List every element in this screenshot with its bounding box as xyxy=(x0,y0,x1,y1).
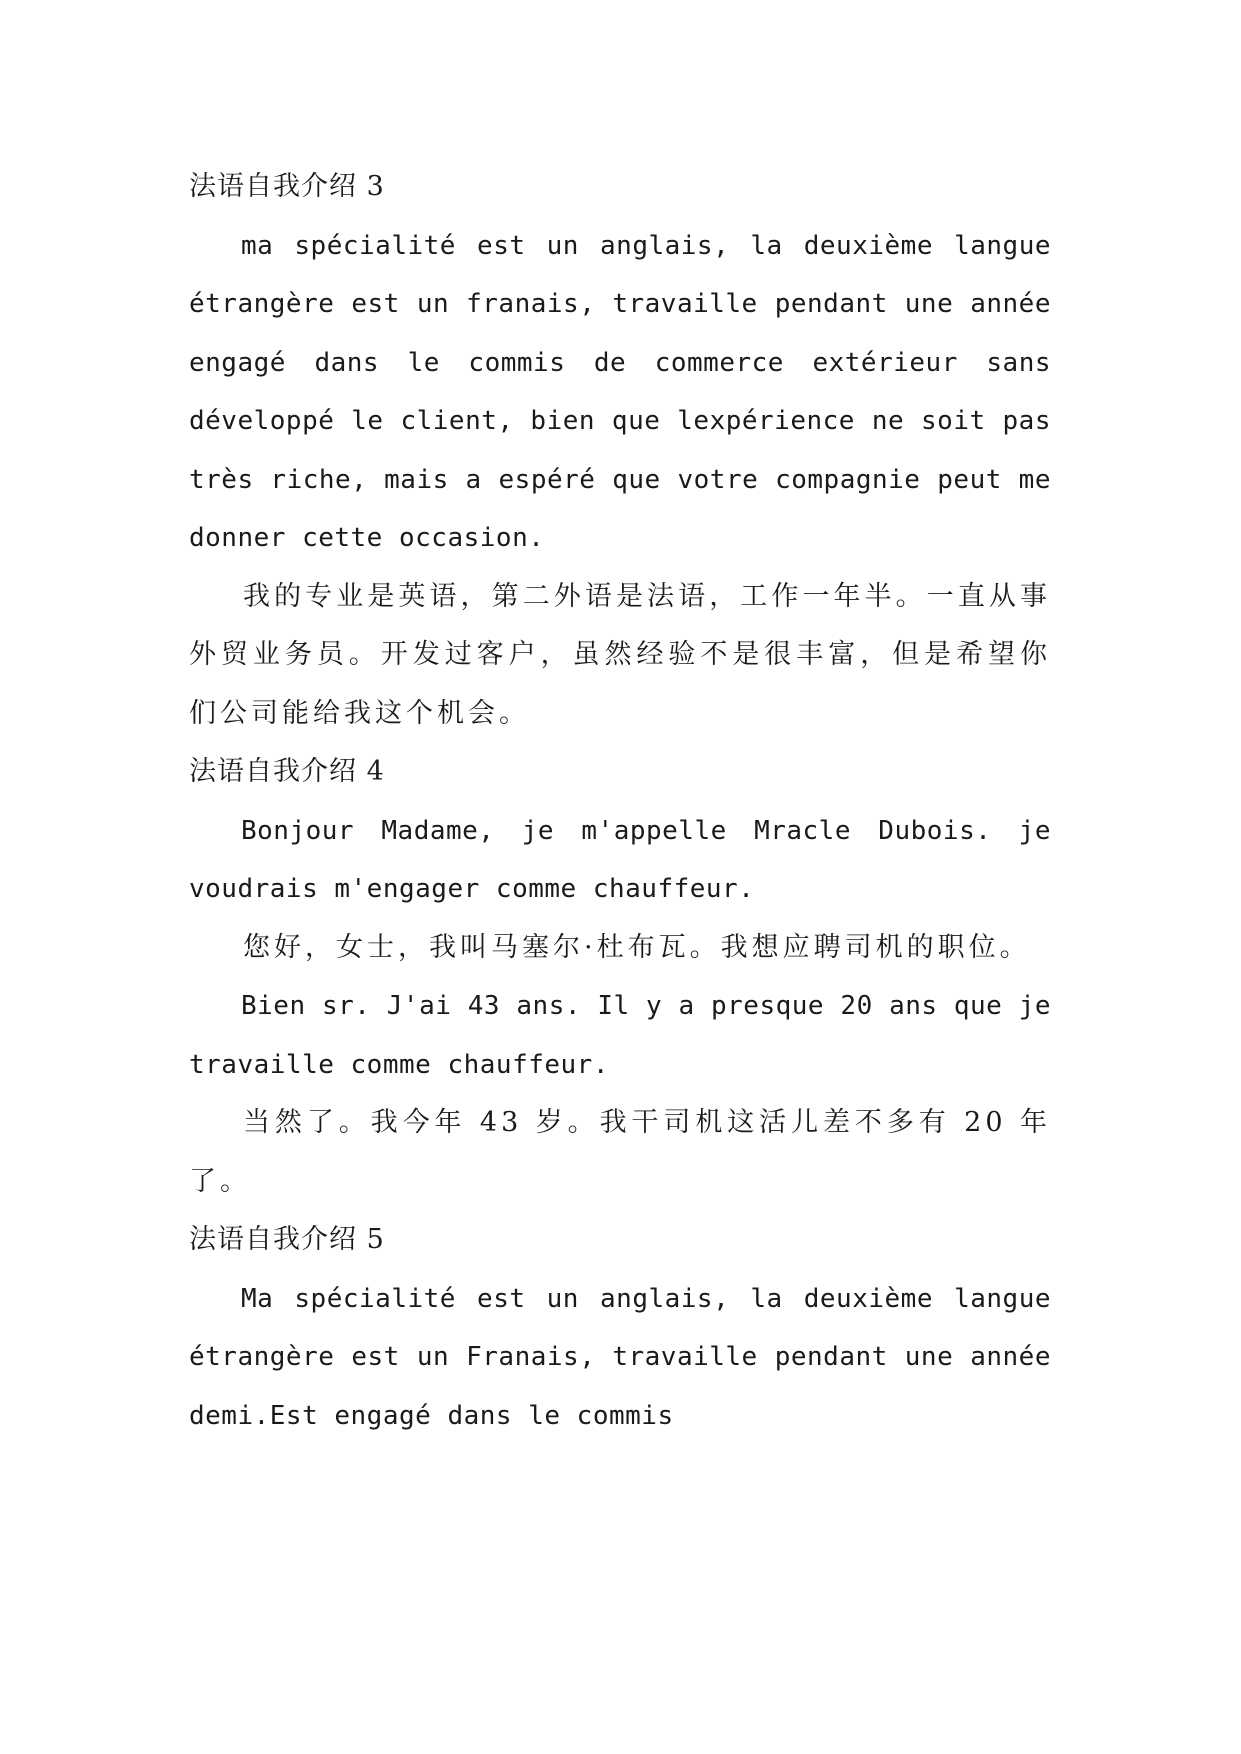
section-heading-4: 法语自我介绍 4 xyxy=(189,756,385,787)
paragraph-fr-greeting: Bonjour Madame, je m'appelle Mracle Dubois. je voudrais m'engager comme chauffeur. xyxy=(189,815,1051,904)
section-heading-3: 法语自我介绍 3 xyxy=(189,171,385,202)
document-body xyxy=(189,158,1051,1445)
paragraph-fr-age: Bien sr. J'ai 43 ans. Il y a presque 20 ans que je travaille comme chauffeur. xyxy=(189,991,1051,1080)
paragraph-fr-intro-5: Ma spécialité est un anglais, la deuxième langue étrangère est un Franais, travaille pendant une année demi.Est engagé dans le commis xyxy=(189,1283,1051,1431)
section-heading-5: 法语自我介绍 5 xyxy=(189,1224,385,1255)
paragraph-zh-greeting: 您好，女士，我叫马塞尔·杜布瓦。我想应聘司机的职位。 xyxy=(243,931,1031,963)
paragraph-zh-age: 当然了。我今年 43 岁。我干司机这活儿差不多有 20 年了。 xyxy=(189,1107,1051,1197)
paragraph-zh-intro-3: 我的专业是英语，第二外语是法语，工作一年半。一直从事外贸业务员。开发过客户，虽然经验不是很丰富，但是希望你们公司能给我这个机会。 xyxy=(189,580,1051,729)
paragraph-fr-intro-3: ma spécialité est un anglais, la deuxième langue étrangère est un franais, travaille pendant une année engagé dans le commis de commerce extérieur sans développé le client, bien que lexpérience ne soit pas très riche, mais a espéré que votre compagnie peut me donner cette occasion. xyxy=(189,230,1051,553)
